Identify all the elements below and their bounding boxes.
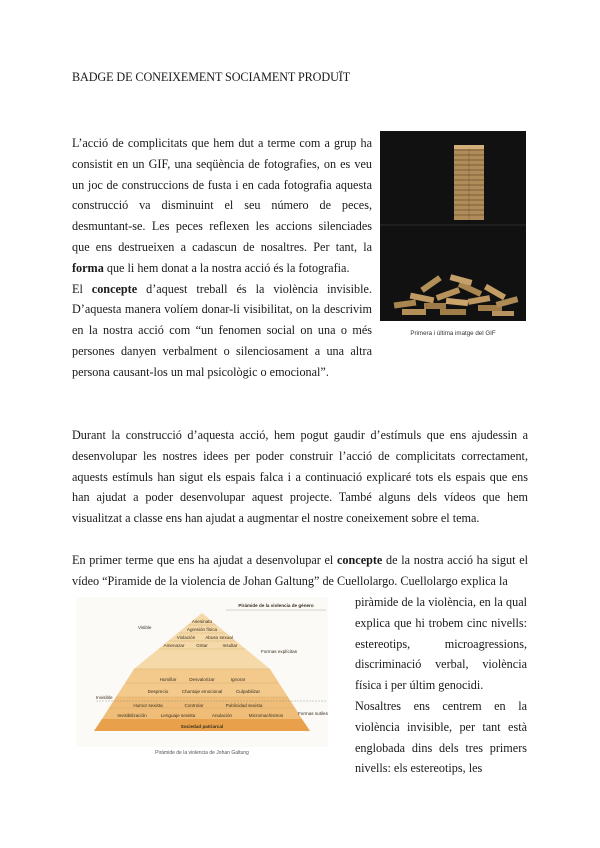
paragraph-action [72, 133, 372, 279]
level-text: Desvalorizar [189, 677, 215, 682]
bold-term-forma: forma [72, 260, 104, 275]
text-run: que li hem donat a la nostra acció és la fotografia. [103, 260, 350, 275]
text-run: d’aquest treball és la violència invisible. D’aquesta manera volíem donar-li visibilitat, on la descrivim en la nostra acció com “un fenomen social on una o més persones danyen verbalment o silenciosament a una altra persona causant-los un mal psicològic o emocional”. [72, 281, 372, 379]
label-invisible: Invisible [96, 695, 113, 700]
level-text: Chantaje emocional [181, 689, 223, 694]
level-text: Desprecio [147, 689, 169, 694]
level-text: Agresión física [186, 627, 218, 632]
photo-caption: Primera i última imatge del GIF [410, 330, 496, 337]
pyramid-caption: Pirámide de la violencia de Johan Galtung [155, 750, 249, 756]
paragraph-invisible: Nosaltres ens centrem en la violència invisible, per tant està englobada dins dels tres primers nivells: els estereotips, les [355, 698, 527, 776]
level-text: Amenazar [163, 643, 185, 648]
text-run: El [72, 281, 92, 296]
paragraph-concept [72, 279, 372, 383]
level-text: Humor sexista [133, 703, 163, 708]
bold-term-concepte: concepte [337, 553, 383, 567]
intro-text-block [72, 133, 372, 383]
label-formas-explicitas: Formas explícitas [261, 649, 297, 654]
level-text: Culpabilizar [235, 689, 261, 694]
level-text: Abuso sexual [205, 635, 233, 640]
bold-term-concepte: concepte [91, 281, 138, 296]
level-text: Publicidad sexista [225, 703, 263, 708]
level-base: Sociedad patriarcal [180, 724, 224, 729]
pyramid-header: Pirámide de la violencia de género [238, 603, 314, 608]
gif-frames-photo [380, 131, 526, 321]
label-visible: Visible [138, 625, 152, 630]
page-title: BADGE DE CONEIXEMENT SOCIAMENT PRODUÏT [72, 70, 351, 84]
label-formas-sutiles: Formas sutiles [298, 711, 328, 716]
level-text: Asesinato [191, 619, 213, 624]
level-text: Violación [176, 635, 196, 640]
level-text: Ignorar [230, 677, 246, 682]
violence-pyramid-figure [76, 597, 328, 747]
level-text: Lenguaje sexista [160, 713, 196, 718]
level-text: Anulación [211, 713, 233, 718]
level-text: Controlar [184, 703, 204, 708]
level-text: Gritar [196, 643, 208, 648]
wood-tower-image [454, 145, 484, 220]
paragraph-video [72, 550, 528, 592]
paragraph-pyramid-explanation [355, 592, 527, 779]
level-text: Insultar [222, 643, 238, 648]
text-run: de la nostra acció ha sigut el vídeo “Piramide de la violencia de Johan Galtung” de Cuellolargo. Cuellolargo explica la [72, 553, 528, 588]
level-text: Micromachismos [248, 713, 284, 718]
text-run: L’acció de complicitats que hem dut a terme com a grup ha consistit en un GIF, una seqüència de fotografies, on es veu un joc de construccions de fusta i en cada fotografia aquesta construcció va disminuint el seu número de peces, desmuntant-se. Les peces reflexen les accions silenciades que ens destrueixen a cadascun de nosaltres. Per tant, la [72, 136, 372, 254]
level-text: Invisibilización [117, 713, 147, 718]
paragraph-stimuli: Durant la construcció d’aquesta acció, hem pogut gaudir d’estímuls que ens ajudessin a desenvolupar les nostres idees per poder construir l’acció de complicitats correctament, aquests estímuls han sigut els espais falca i a continuació explicaré tots els espais que ens han ajudat a poder desenvolupar aquest projecte. També alguns dels vídeos que hem visualitzat a classe ens han ajudat a augmentar el nostre coneixement sobre el tema. [72, 428, 528, 526]
text-run: En primer terme que ens ha ajudat a desenvolupar el [72, 553, 337, 567]
paragraph-levels: piràmide de la violència, en la qual explica que hi trobem cinc nivells: estereotips, microagressions, discriminació verbal, violència física i per últim genocidi. [355, 595, 527, 693]
level-text: Humillar [159, 677, 177, 682]
